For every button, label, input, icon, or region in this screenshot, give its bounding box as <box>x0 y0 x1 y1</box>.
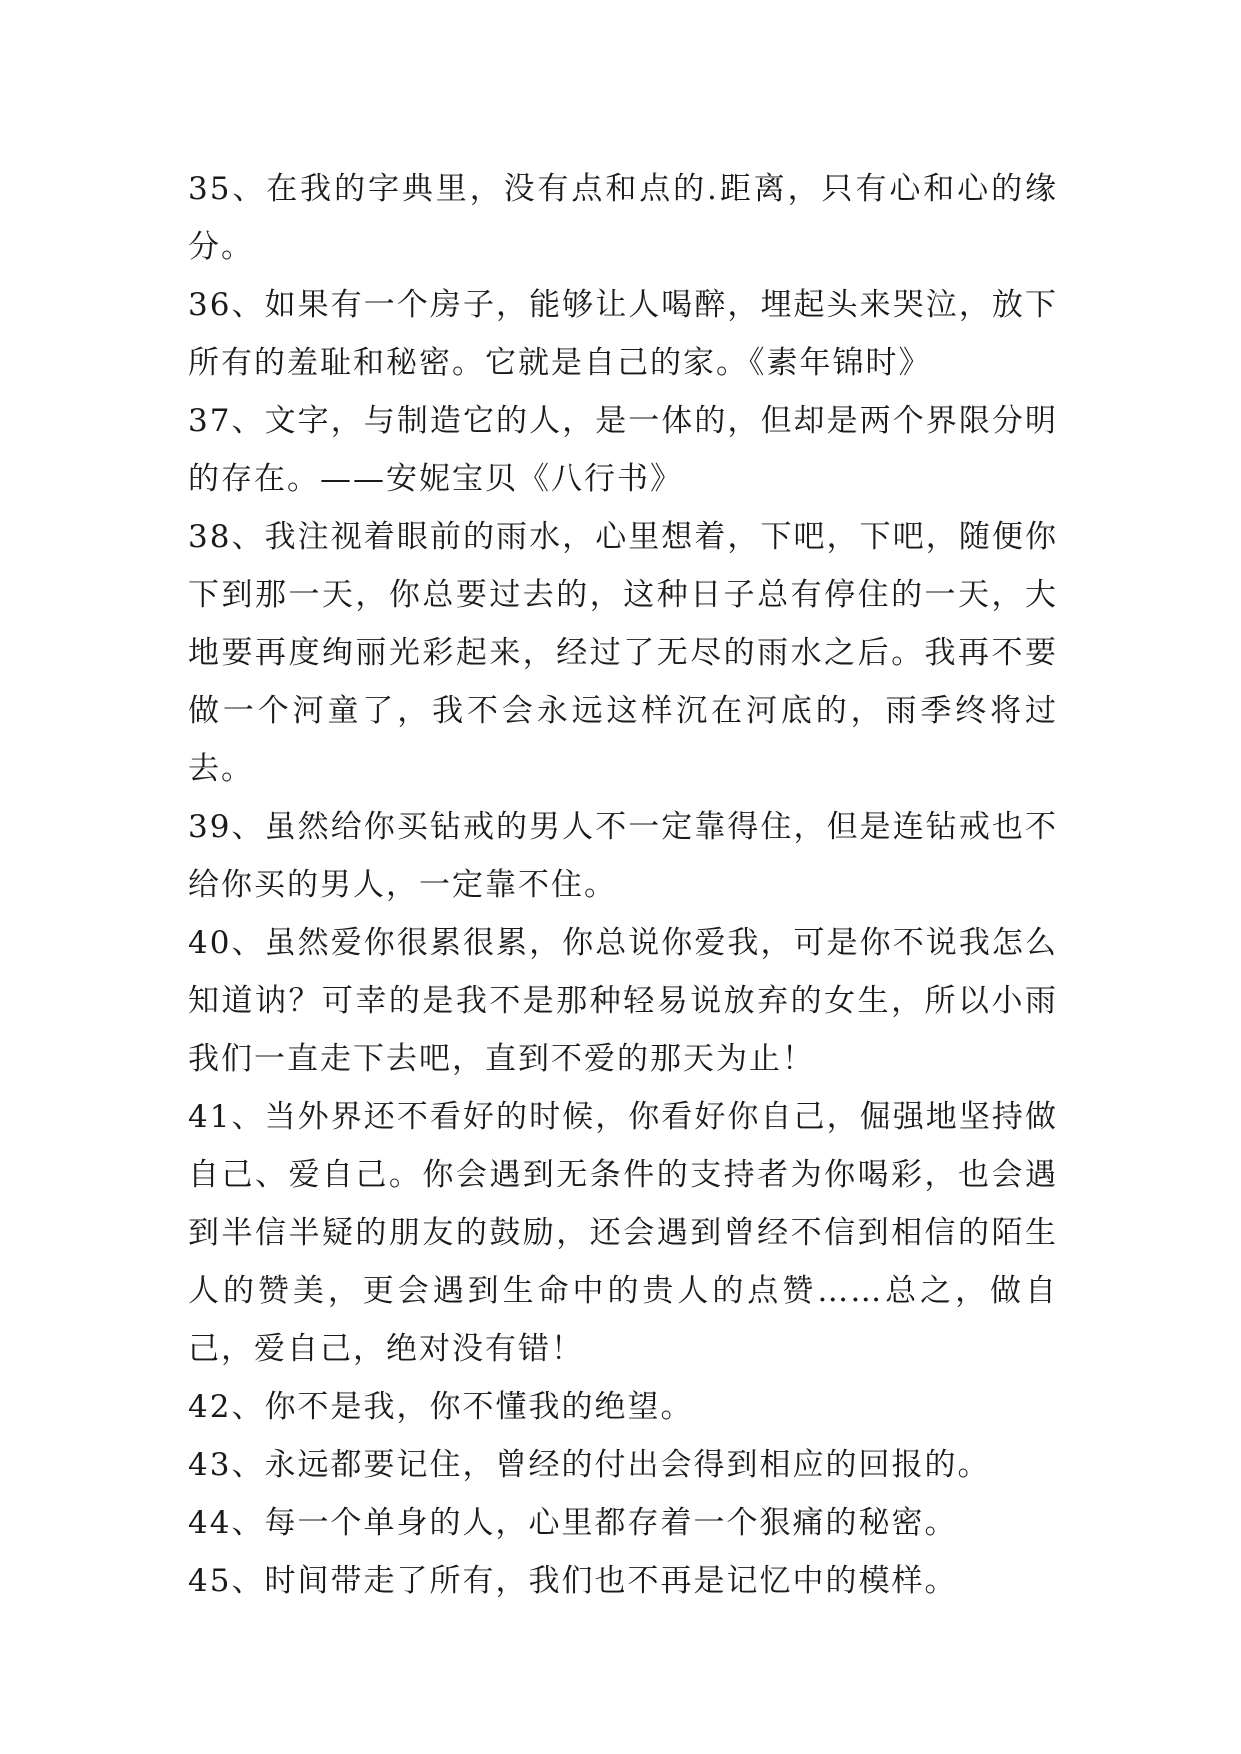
paragraph-42: 42、你不是我，你不懂我的绝望。 <box>188 1389 694 1425</box>
paragraph-38: 38、我注视着眼前的雨水，心里想着，下吧，下吧，随便你下到那一天，你总要过去的，这种日子总有停住的一天，大地要再度绚丽光彩起来，经过了无尽的雨水之后。我再不要做一个河童了，我不会永远这样沉在河底的，雨季终将过去。 <box>188 519 1058 787</box>
paragraph-43: 43、永远都要记住，曾经的付出会得到相应的回报的。 <box>188 1447 991 1483</box>
paragraph-37: 37、文字，与制造它的人，是一体的，但却是两个界限分明的存在。——安妮宝贝《八行书》 <box>188 403 1058 497</box>
paragraph-45: 45、时间带走了所有，我们也不再是记忆中的模样。 <box>188 1563 958 1599</box>
paragraph-35: 35、在我的字典里，没有点和点的.距离，只有心和心的缘分。 <box>188 171 1058 265</box>
paragraph-36: 36、如果有一个房子，能够让人喝醉，埋起头来哭泣，放下所有的羞耻和秘密。它就是自己的家。《素年锦时》 <box>188 287 1058 381</box>
paragraph-41: 41、当外界还不看好的时候，你看好你自己，倔强地坚持做自己、爱自己。你会遇到无条件的支持者为你喝彩，也会遇到半信半疑的朋友的鼓励，还会遇到曾经不信到相信的陌生人的赞美，更会遇到生命中的贵人的点赞……总之，做自己，爱自己，绝对没有错！ <box>188 1099 1058 1367</box>
paragraph-40: 40、虽然爱你很累很累，你总说你爱我，可是你不说我怎么知道讷？可幸的是我不是那种轻易说放弃的女生，所以小雨我们一直走下去吧，直到不爱的那天为止！ <box>188 925 1058 1077</box>
paragraph-44: 44、每一个单身的人，心里都存着一个狠痛的秘密。 <box>188 1505 958 1541</box>
paragraph-39: 39、虽然给你买钻戒的男人不一定靠得住，但是连钻戒也不给你买的男人，一定靠不住。 <box>188 809 1058 903</box>
document-body <box>188 160 1058 1610</box>
